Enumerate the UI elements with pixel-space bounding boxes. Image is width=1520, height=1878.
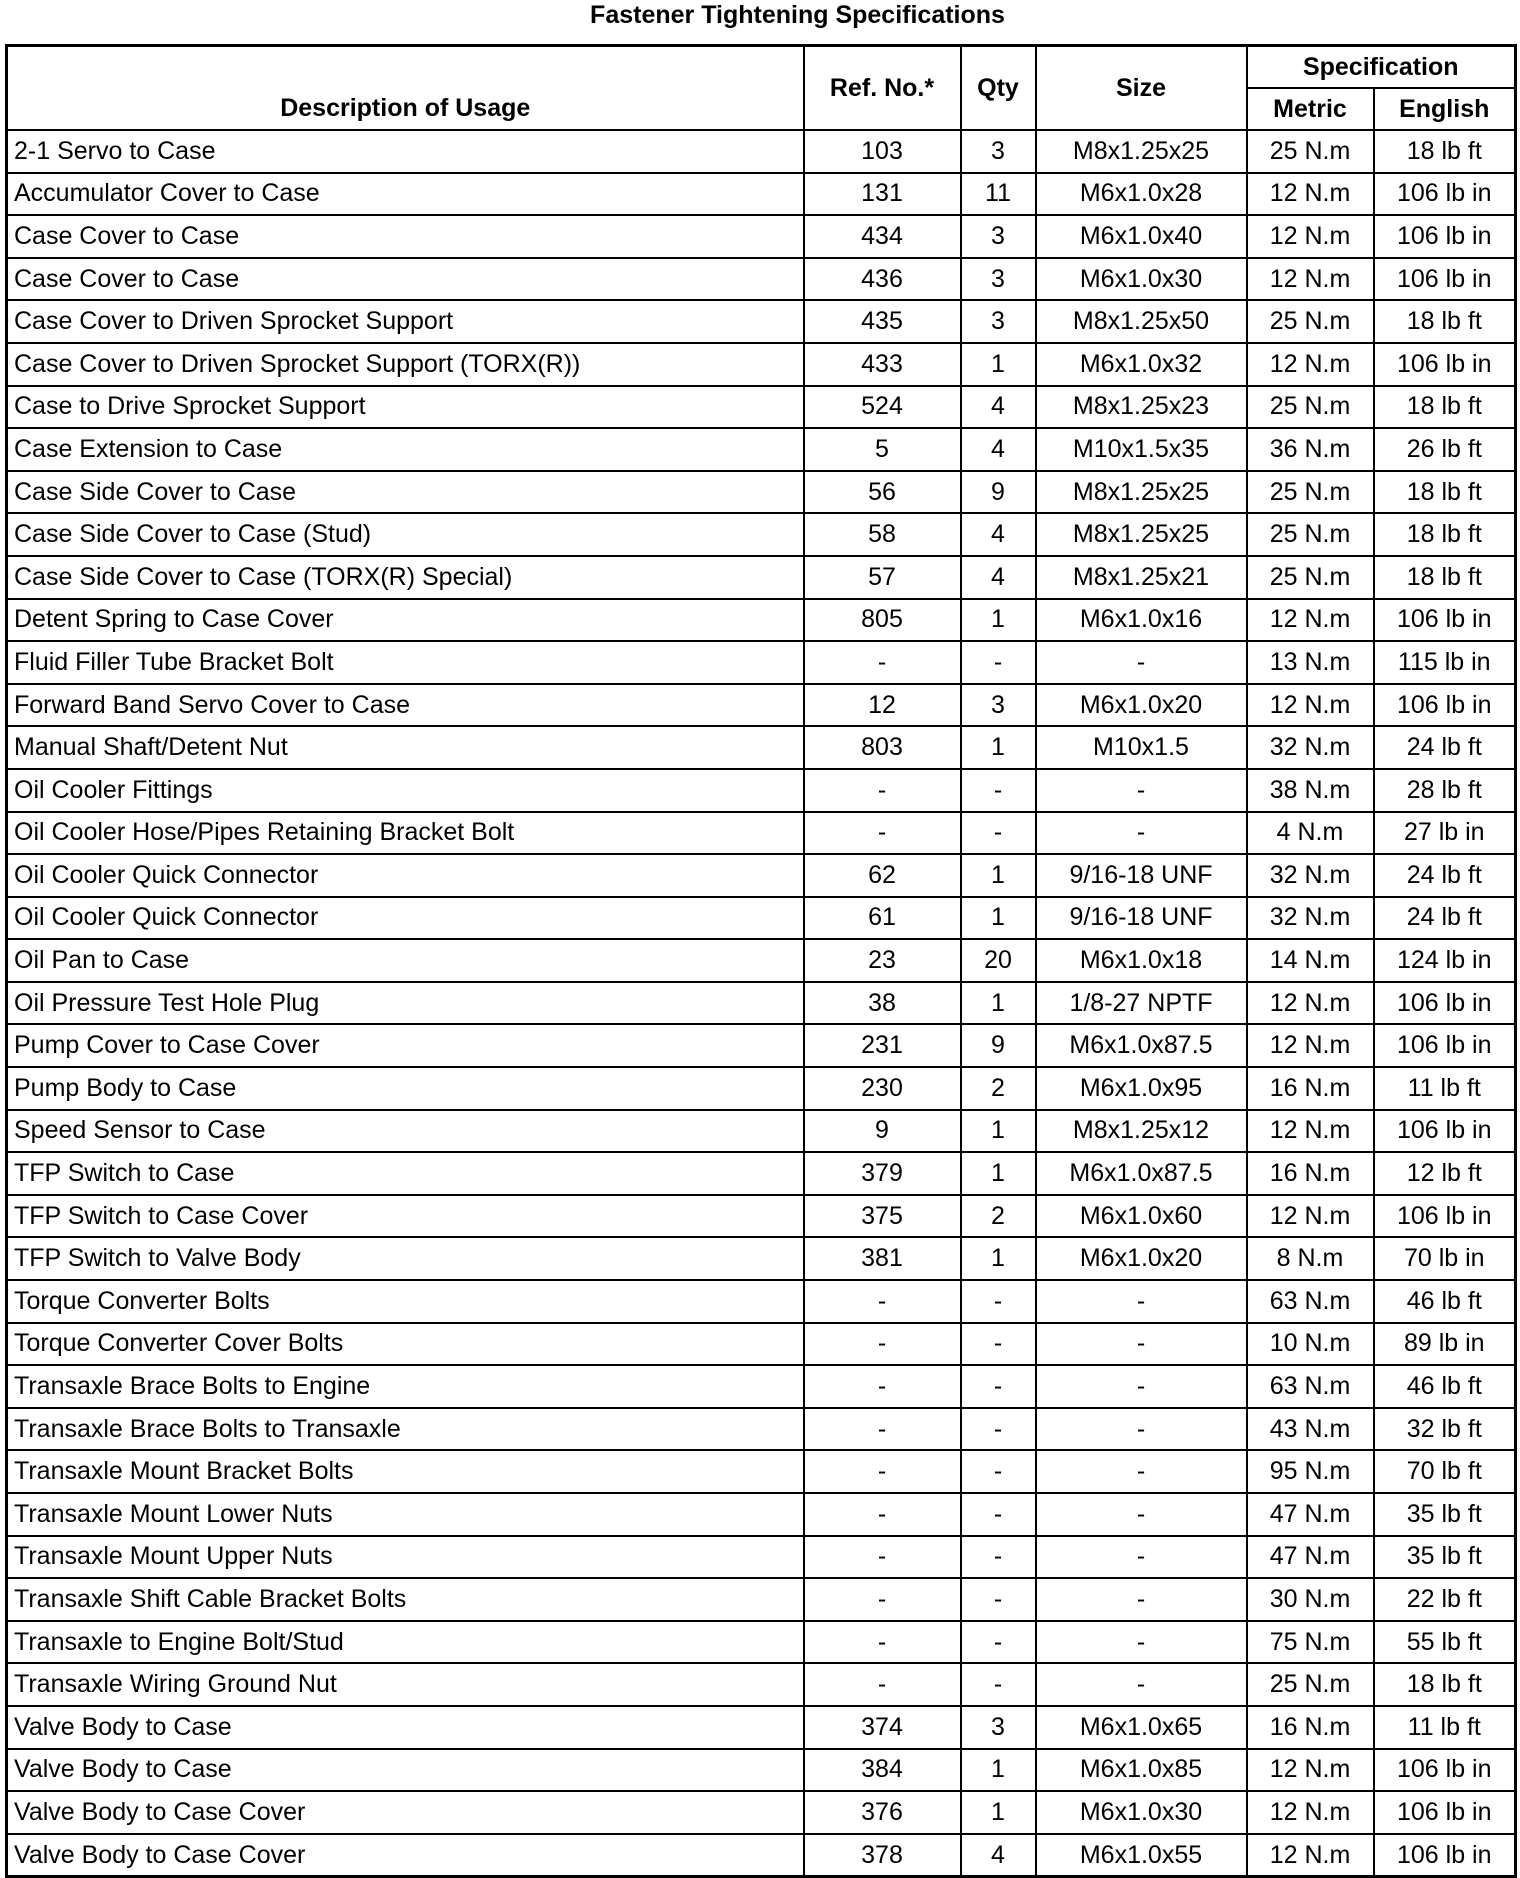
- cell-ref-no: -: [804, 1408, 961, 1451]
- cell-metric: 12 N.m: [1247, 982, 1374, 1025]
- cell-ref-no: 58: [804, 513, 961, 556]
- cell-english: 124 lb in: [1374, 939, 1516, 982]
- header-specification: Specification: [1247, 46, 1516, 89]
- cell-size: -: [1036, 1663, 1247, 1706]
- cell-description: Transaxle Brace Bolts to Transaxle: [7, 1408, 804, 1451]
- cell-size: -: [1036, 1450, 1247, 1493]
- cell-description: Manual Shaft/Detent Nut: [7, 726, 804, 769]
- table-row: [7, 1791, 1516, 1834]
- cell-metric: 12 N.m: [1247, 684, 1374, 727]
- cell-description: Torque Converter Bolts: [7, 1280, 804, 1323]
- cell-qty: -: [961, 1536, 1036, 1579]
- cell-english: 55 lb ft: [1374, 1621, 1516, 1664]
- cell-description: Valve Body to Case Cover: [7, 1791, 804, 1834]
- cell-ref-no: 56: [804, 471, 961, 514]
- cell-size: M6x1.0x95: [1036, 1067, 1247, 1110]
- cell-size: M6x1.0x20: [1036, 684, 1247, 727]
- cell-english: 70 lb in: [1374, 1237, 1516, 1280]
- cell-metric: 75 N.m: [1247, 1621, 1374, 1664]
- cell-english: 106 lb in: [1374, 1749, 1516, 1792]
- header-row-top: [7, 46, 1516, 89]
- header-size: Size: [1036, 46, 1247, 131]
- cell-description: Torque Converter Cover Bolts: [7, 1323, 804, 1366]
- cell-english: 106 lb in: [1374, 1110, 1516, 1153]
- cell-metric: 25 N.m: [1247, 130, 1374, 173]
- cell-ref-no: 435: [804, 300, 961, 343]
- cell-qty: 3: [961, 215, 1036, 258]
- cell-ref-no: 5: [804, 428, 961, 471]
- cell-description: Case Cover to Case: [7, 258, 804, 301]
- cell-qty: 2: [961, 1067, 1036, 1110]
- cell-qty: -: [961, 1450, 1036, 1493]
- cell-size: M8x1.25x25: [1036, 513, 1247, 556]
- table-row: [7, 1024, 1516, 1067]
- cell-ref-no: 379: [804, 1152, 961, 1195]
- cell-qty: 1: [961, 1791, 1036, 1834]
- cell-metric: 10 N.m: [1247, 1323, 1374, 1366]
- cell-metric: 13 N.m: [1247, 641, 1374, 684]
- cell-size: M6x1.0x16: [1036, 599, 1247, 642]
- cell-metric: 16 N.m: [1247, 1067, 1374, 1110]
- cell-ref-no: 103: [804, 130, 961, 173]
- cell-metric: 12 N.m: [1247, 1024, 1374, 1067]
- cell-english: 106 lb in: [1374, 215, 1516, 258]
- cell-ref-no: 230: [804, 1067, 961, 1110]
- cell-ref-no: -: [804, 812, 961, 855]
- cell-english: 89 lb in: [1374, 1323, 1516, 1366]
- cell-english: 106 lb in: [1374, 599, 1516, 642]
- cell-ref-no: -: [804, 641, 961, 684]
- cell-english: 106 lb in: [1374, 982, 1516, 1025]
- cell-size: 1/8-27 NPTF: [1036, 982, 1247, 1025]
- cell-qty: -: [961, 1663, 1036, 1706]
- cell-size: M8x1.25x25: [1036, 471, 1247, 514]
- cell-ref-no: 9: [804, 1110, 961, 1153]
- cell-metric: 12 N.m: [1247, 599, 1374, 642]
- cell-ref-no: 805: [804, 599, 961, 642]
- cell-qty: 1: [961, 1237, 1036, 1280]
- cell-metric: 12 N.m: [1247, 343, 1374, 386]
- cell-metric: 4 N.m: [1247, 812, 1374, 855]
- cell-ref-no: -: [804, 1450, 961, 1493]
- cell-metric: 16 N.m: [1247, 1706, 1374, 1749]
- cell-english: 70 lb ft: [1374, 1450, 1516, 1493]
- cell-english: 46 lb ft: [1374, 1280, 1516, 1323]
- cell-ref-no: 376: [804, 1791, 961, 1834]
- cell-metric: 47 N.m: [1247, 1536, 1374, 1579]
- cell-english: 11 lb ft: [1374, 1706, 1516, 1749]
- cell-english: 106 lb in: [1374, 1024, 1516, 1067]
- cell-ref-no: -: [804, 1621, 961, 1664]
- cell-qty: 4: [961, 428, 1036, 471]
- cell-size: -: [1036, 1280, 1247, 1323]
- cell-description: Oil Cooler Quick Connector: [7, 854, 804, 897]
- cell-english: 18 lb ft: [1374, 513, 1516, 556]
- cell-ref-no: -: [804, 1536, 961, 1579]
- cell-ref-no: -: [804, 769, 961, 812]
- cell-qty: 4: [961, 386, 1036, 429]
- cell-description: Transaxle Brace Bolts to Engine: [7, 1365, 804, 1408]
- cell-qty: 4: [961, 1834, 1036, 1877]
- cell-size: M6x1.0x28: [1036, 173, 1247, 216]
- cell-description: Case Cover to Driven Sprocket Support (TORX(R)): [7, 343, 804, 386]
- cell-english: 12 lb ft: [1374, 1152, 1516, 1195]
- table-row: [7, 513, 1516, 556]
- cell-description: Case Cover to Driven Sprocket Support: [7, 300, 804, 343]
- cell-qty: 1: [961, 343, 1036, 386]
- cell-qty: -: [961, 769, 1036, 812]
- cell-metric: 12 N.m: [1247, 215, 1374, 258]
- cell-ref-no: 434: [804, 215, 961, 258]
- cell-description: Accumulator Cover to Case: [7, 173, 804, 216]
- cell-qty: 3: [961, 258, 1036, 301]
- table-body: [7, 130, 1516, 1877]
- cell-qty: -: [961, 1408, 1036, 1451]
- table-row: [7, 173, 1516, 216]
- cell-description: 2-1 Servo to Case: [7, 130, 804, 173]
- cell-description: Case Side Cover to Case: [7, 471, 804, 514]
- table-row: [7, 854, 1516, 897]
- table-row: [7, 1152, 1516, 1195]
- cell-metric: 25 N.m: [1247, 1663, 1374, 1706]
- cell-ref-no: 433: [804, 343, 961, 386]
- table-row: [7, 1578, 1516, 1621]
- table-row: [7, 258, 1516, 301]
- cell-english: 24 lb ft: [1374, 897, 1516, 940]
- cell-qty: 3: [961, 1706, 1036, 1749]
- table-row: [7, 897, 1516, 940]
- cell-english: 27 lb in: [1374, 812, 1516, 855]
- cell-metric: 12 N.m: [1247, 1110, 1374, 1153]
- table-row: [7, 1663, 1516, 1706]
- cell-description: Speed Sensor to Case: [7, 1110, 804, 1153]
- cell-description: Oil Pan to Case: [7, 939, 804, 982]
- cell-size: M6x1.0x30: [1036, 258, 1247, 301]
- cell-metric: 36 N.m: [1247, 428, 1374, 471]
- cell-metric: 12 N.m: [1247, 1791, 1374, 1834]
- cell-size: -: [1036, 769, 1247, 812]
- cell-ref-no: 375: [804, 1195, 961, 1238]
- cell-english: 11 lb ft: [1374, 1067, 1516, 1110]
- cell-qty: -: [961, 1323, 1036, 1366]
- cell-size: -: [1036, 1323, 1247, 1366]
- cell-qty: -: [961, 812, 1036, 855]
- cell-size: -: [1036, 1578, 1247, 1621]
- cell-metric: 12 N.m: [1247, 1195, 1374, 1238]
- cell-description: Transaxle Wiring Ground Nut: [7, 1663, 804, 1706]
- table-row: [7, 812, 1516, 855]
- cell-qty: 9: [961, 1024, 1036, 1067]
- cell-qty: -: [961, 1365, 1036, 1408]
- cell-english: 28 lb ft: [1374, 769, 1516, 812]
- cell-size: -: [1036, 1493, 1247, 1536]
- cell-english: 115 lb in: [1374, 641, 1516, 684]
- cell-metric: 16 N.m: [1247, 1152, 1374, 1195]
- cell-metric: 25 N.m: [1247, 556, 1374, 599]
- cell-description: Transaxle to Engine Bolt/Stud: [7, 1621, 804, 1664]
- cell-description: Pump Cover to Case Cover: [7, 1024, 804, 1067]
- table-row: [7, 1067, 1516, 1110]
- cell-ref-no: 57: [804, 556, 961, 599]
- cell-qty: 1: [961, 1152, 1036, 1195]
- table-row: [7, 1280, 1516, 1323]
- table-row: [7, 684, 1516, 727]
- cell-metric: 30 N.m: [1247, 1578, 1374, 1621]
- cell-metric: 25 N.m: [1247, 300, 1374, 343]
- cell-size: -: [1036, 1536, 1247, 1579]
- cell-english: 22 lb ft: [1374, 1578, 1516, 1621]
- cell-metric: 43 N.m: [1247, 1408, 1374, 1451]
- table-row: [7, 1749, 1516, 1792]
- table-row: [7, 1621, 1516, 1664]
- table-row: [7, 471, 1516, 514]
- cell-size: M6x1.0x85: [1036, 1749, 1247, 1792]
- cell-description: Transaxle Mount Lower Nuts: [7, 1493, 804, 1536]
- cell-english: 26 lb ft: [1374, 428, 1516, 471]
- cell-english: 35 lb ft: [1374, 1536, 1516, 1579]
- table-row: [7, 769, 1516, 812]
- cell-size: M8x1.25x25: [1036, 130, 1247, 173]
- table-row: [7, 599, 1516, 642]
- table-row: [7, 1323, 1516, 1366]
- cell-description: Case Cover to Case: [7, 215, 804, 258]
- cell-size: M6x1.0x30: [1036, 1791, 1247, 1834]
- table-row: [7, 939, 1516, 982]
- cell-description: TFP Switch to Valve Body: [7, 1237, 804, 1280]
- cell-size: M6x1.0x87.5: [1036, 1152, 1247, 1195]
- header-english: English: [1374, 88, 1516, 130]
- cell-size: -: [1036, 812, 1247, 855]
- cell-english: 46 lb ft: [1374, 1365, 1516, 1408]
- cell-description: Forward Band Servo Cover to Case: [7, 684, 804, 727]
- cell-english: 106 lb in: [1374, 258, 1516, 301]
- cell-ref-no: 524: [804, 386, 961, 429]
- cell-size: M10x1.5: [1036, 726, 1247, 769]
- cell-qty: 1: [961, 599, 1036, 642]
- cell-qty: -: [961, 1621, 1036, 1664]
- cell-size: M6x1.0x60: [1036, 1195, 1247, 1238]
- cell-size: -: [1036, 1621, 1247, 1664]
- cell-ref-no: 12: [804, 684, 961, 727]
- cell-size: M8x1.25x21: [1036, 556, 1247, 599]
- table-row: [7, 1365, 1516, 1408]
- cell-metric: 25 N.m: [1247, 513, 1374, 556]
- cell-description: Fluid Filler Tube Bracket Bolt: [7, 641, 804, 684]
- cell-size: M8x1.25x50: [1036, 300, 1247, 343]
- cell-english: 106 lb in: [1374, 173, 1516, 216]
- fastener-spec-table: [5, 44, 1517, 1878]
- cell-metric: 12 N.m: [1247, 1834, 1374, 1877]
- cell-english: 106 lb in: [1374, 343, 1516, 386]
- table-row: [7, 1450, 1516, 1493]
- cell-metric: 25 N.m: [1247, 386, 1374, 429]
- table-row: [7, 1195, 1516, 1238]
- cell-qty: -: [961, 1493, 1036, 1536]
- table-row: [7, 726, 1516, 769]
- cell-metric: 63 N.m: [1247, 1280, 1374, 1323]
- cell-size: -: [1036, 641, 1247, 684]
- cell-description: Oil Cooler Quick Connector: [7, 897, 804, 940]
- cell-metric: 12 N.m: [1247, 258, 1374, 301]
- cell-ref-no: 374: [804, 1706, 961, 1749]
- cell-description: Case Side Cover to Case (TORX(R) Special): [7, 556, 804, 599]
- cell-ref-no: 62: [804, 854, 961, 897]
- cell-qty: 1: [961, 897, 1036, 940]
- cell-metric: 63 N.m: [1247, 1365, 1374, 1408]
- cell-ref-no: -: [804, 1493, 961, 1536]
- cell-english: 18 lb ft: [1374, 556, 1516, 599]
- cell-metric: 38 N.m: [1247, 769, 1374, 812]
- cell-metric: 32 N.m: [1247, 897, 1374, 940]
- cell-english: 106 lb in: [1374, 1195, 1516, 1238]
- cell-description: Case Side Cover to Case (Stud): [7, 513, 804, 556]
- cell-metric: 14 N.m: [1247, 939, 1374, 982]
- cell-ref-no: -: [804, 1578, 961, 1621]
- cell-english: 32 lb ft: [1374, 1408, 1516, 1451]
- cell-english: 106 lb in: [1374, 1834, 1516, 1877]
- cell-qty: -: [961, 1280, 1036, 1323]
- cell-qty: 3: [961, 684, 1036, 727]
- cell-qty: -: [961, 1578, 1036, 1621]
- cell-ref-no: -: [804, 1365, 961, 1408]
- cell-qty: 11: [961, 173, 1036, 216]
- cell-qty: 2: [961, 1195, 1036, 1238]
- cell-english: 106 lb in: [1374, 1791, 1516, 1834]
- cell-metric: 32 N.m: [1247, 854, 1374, 897]
- cell-qty: 1: [961, 854, 1036, 897]
- cell-metric: 47 N.m: [1247, 1493, 1374, 1536]
- cell-size: M6x1.0x40: [1036, 215, 1247, 258]
- cell-size: -: [1036, 1365, 1247, 1408]
- cell-english: 18 lb ft: [1374, 130, 1516, 173]
- cell-size: 9/16-18 UNF: [1036, 897, 1247, 940]
- cell-size: M6x1.0x65: [1036, 1706, 1247, 1749]
- cell-metric: 25 N.m: [1247, 471, 1374, 514]
- table-row: [7, 1706, 1516, 1749]
- table-row: [7, 300, 1516, 343]
- cell-ref-no: 61: [804, 897, 961, 940]
- table-row: [7, 343, 1516, 386]
- cell-size: M10x1.5x35: [1036, 428, 1247, 471]
- cell-english: 18 lb ft: [1374, 471, 1516, 514]
- cell-ref-no: 231: [804, 1024, 961, 1067]
- cell-description: Transaxle Shift Cable Bracket Bolts: [7, 1578, 804, 1621]
- cell-description: Oil Pressure Test Hole Plug: [7, 982, 804, 1025]
- table-row: [7, 1493, 1516, 1536]
- cell-description: Transaxle Mount Bracket Bolts: [7, 1450, 804, 1493]
- table-row: [7, 641, 1516, 684]
- table-row: [7, 1237, 1516, 1280]
- cell-description: Valve Body to Case Cover: [7, 1834, 804, 1877]
- table-row: [7, 556, 1516, 599]
- table-row: [7, 1408, 1516, 1451]
- header-metric: Metric: [1247, 88, 1374, 130]
- cell-size: M6x1.0x55: [1036, 1834, 1247, 1877]
- cell-size: 9/16-18 UNF: [1036, 854, 1247, 897]
- cell-description: Pump Body to Case: [7, 1067, 804, 1110]
- cell-size: M8x1.25x12: [1036, 1110, 1247, 1153]
- table-row: [7, 982, 1516, 1025]
- cell-description: TFP Switch to Case Cover: [7, 1195, 804, 1238]
- table-row: [7, 1536, 1516, 1579]
- table-row: [7, 130, 1516, 173]
- table-row: [7, 1110, 1516, 1153]
- cell-description: Detent Spring to Case Cover: [7, 599, 804, 642]
- cell-qty: 1: [961, 982, 1036, 1025]
- table-header: [7, 46, 1516, 131]
- cell-description: Oil Cooler Fittings: [7, 769, 804, 812]
- cell-ref-no: 384: [804, 1749, 961, 1792]
- table-row: [7, 1834, 1516, 1877]
- cell-size: M6x1.0x18: [1036, 939, 1247, 982]
- cell-qty: 20: [961, 939, 1036, 982]
- cell-qty: 1: [961, 726, 1036, 769]
- cell-metric: 12 N.m: [1247, 173, 1374, 216]
- cell-description: Case Extension to Case: [7, 428, 804, 471]
- cell-ref-no: 378: [804, 1834, 961, 1877]
- cell-english: 18 lb ft: [1374, 300, 1516, 343]
- cell-description: TFP Switch to Case: [7, 1152, 804, 1195]
- cell-size: M6x1.0x32: [1036, 343, 1247, 386]
- cell-english: 24 lb ft: [1374, 854, 1516, 897]
- cell-english: 35 lb ft: [1374, 1493, 1516, 1536]
- cell-ref-no: 38: [804, 982, 961, 1025]
- cell-english: 18 lb ft: [1374, 1663, 1516, 1706]
- cell-qty: 3: [961, 300, 1036, 343]
- cell-metric: 12 N.m: [1247, 1749, 1374, 1792]
- cell-size: M6x1.0x87.5: [1036, 1024, 1247, 1067]
- cell-qty: 4: [961, 513, 1036, 556]
- cell-ref-no: 23: [804, 939, 961, 982]
- cell-size: -: [1036, 1408, 1247, 1451]
- cell-english: 24 lb ft: [1374, 726, 1516, 769]
- cell-ref-no: 803: [804, 726, 961, 769]
- table-row: [7, 428, 1516, 471]
- cell-ref-no: 436: [804, 258, 961, 301]
- cell-qty: 1: [961, 1749, 1036, 1792]
- cell-qty: 9: [961, 471, 1036, 514]
- table-title: Fastener Tightening Specifications: [590, 1, 1005, 29]
- cell-metric: 95 N.m: [1247, 1450, 1374, 1493]
- cell-metric: 32 N.m: [1247, 726, 1374, 769]
- cell-size: M8x1.25x23: [1036, 386, 1247, 429]
- cell-qty: -: [961, 641, 1036, 684]
- cell-description: Case to Drive Sprocket Support: [7, 386, 804, 429]
- cell-description: Valve Body to Case: [7, 1749, 804, 1792]
- cell-ref-no: -: [804, 1663, 961, 1706]
- cell-description: Oil Cooler Hose/Pipes Retaining Bracket Bolt: [7, 812, 804, 855]
- cell-ref-no: 131: [804, 173, 961, 216]
- cell-description: Transaxle Mount Upper Nuts: [7, 1536, 804, 1579]
- cell-english: 106 lb in: [1374, 684, 1516, 727]
- header-ref-no: Ref. No.*: [804, 46, 961, 131]
- cell-ref-no: -: [804, 1323, 961, 1366]
- header-description: Description of Usage: [7, 46, 804, 131]
- cell-ref-no: -: [804, 1280, 961, 1323]
- cell-metric: 8 N.m: [1247, 1237, 1374, 1280]
- cell-size: M6x1.0x20: [1036, 1237, 1247, 1280]
- cell-qty: 4: [961, 556, 1036, 599]
- cell-qty: 1: [961, 1110, 1036, 1153]
- table-row: [7, 215, 1516, 258]
- cell-description: Valve Body to Case: [7, 1706, 804, 1749]
- header-qty: Qty: [961, 46, 1036, 131]
- cell-qty: 3: [961, 130, 1036, 173]
- cell-ref-no: 381: [804, 1237, 961, 1280]
- cell-english: 18 lb ft: [1374, 386, 1516, 429]
- table-row: [7, 386, 1516, 429]
